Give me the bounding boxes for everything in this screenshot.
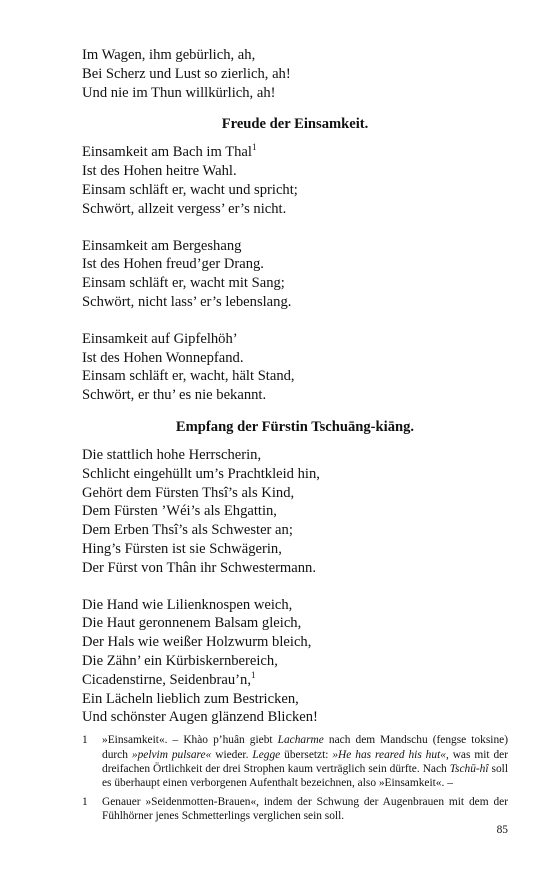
footnote-text (102, 795, 508, 824)
verse-line: Schlicht eingehüllt um’s Prachtkleid hin, (82, 465, 320, 482)
verse-line: Dem Erben Thsî’s als Schwester an; (82, 522, 293, 539)
verse-line: Ist des Hohen heitre Wahl. (82, 163, 237, 180)
verse-text: Einsamkeit am Bach im Thal (82, 144, 252, 161)
verse-line: Gehört dem Fürsten Thsî’s als Kind, (82, 484, 295, 501)
verse-line: Der Hals wie weißer Holzwurm bleich, (82, 634, 312, 651)
verse-line: Die Hand wie Lilienknospen weich, (82, 596, 293, 613)
stanza (82, 46, 508, 102)
verse-line: Dem Fürsten ’Wéi’s als Ehgattin, (82, 503, 277, 520)
footnote-text (102, 733, 508, 791)
footnote-text-run: »Einsamkeit«. – Khào p’huân giebt (102, 734, 278, 747)
verse-line: Und nie im Thun willkürlich, ah! (82, 84, 276, 101)
italic-text: Tschū-hî (449, 762, 489, 775)
poem-title: Freude der Einsamkeit. (221, 116, 369, 133)
verse-line: Im Wagen, ihm gebürlich, ah, (82, 47, 256, 63)
verse-line: Einsamkeit auf Gipfelhöh’ (82, 330, 238, 347)
footnote-text-run: soll es überhaupt einen verborgenen Aufenthalt bezeichnen, also »Einsamkeit«. – (102, 762, 508, 790)
stanza (82, 596, 508, 728)
italic-text: »pelvim pulsare« (131, 748, 212, 761)
footnote-text-run: nach dem Mandschu (fengse toksine) durch (102, 734, 508, 761)
verse-line: Schwört, nicht lass’ er’s lebenslang. (82, 293, 292, 310)
footnote-mark: 1 (251, 669, 256, 680)
footnote (82, 733, 508, 791)
verse-line: Ein Lächeln lieblich zum Bestricken, (82, 690, 299, 707)
verse-line: Die Zähn’ ein Kürbiskernbereich, (82, 652, 278, 669)
footnote-text-run: Genauer »Seidenmotten-Brauen«, indem der Schwung der Augenbrauen mit dem der Fühlhörner jenes Schmetterlings verglichen sein soll. (102, 795, 508, 823)
verse-line: Der Fürst von Thân ihr Schwestermann. (82, 559, 316, 576)
verse-line (82, 143, 508, 162)
footnote-text-run: , was mit der dreifachen Örtlichkeit der drei Strophen kaum verträglich sein dürfte. Nach (102, 748, 509, 775)
footnotes (82, 733, 508, 823)
verse-line: Einsam schläft er, wacht und spricht; (82, 181, 298, 198)
stanza (82, 143, 508, 218)
verse-line: Schwört, er thu’ es nie bekannt. (82, 387, 267, 404)
verse-line: Hing’s Fürsten ist sie Schwägerin, (82, 540, 282, 557)
footnote-number: 1 (82, 795, 88, 808)
verse-line: Die stattlich hohe Herrscherin, (82, 446, 262, 463)
footnote-number: 1 (82, 734, 88, 747)
footnote-text-run: wieder. (211, 748, 253, 761)
italic-text: »He has reared his hut« (332, 748, 446, 761)
page-body (82, 46, 508, 828)
stanza (82, 237, 508, 312)
italic-text: Legge (252, 748, 281, 761)
footnote-mark: 1 (251, 142, 257, 153)
verse-line: Ist des Hohen Wonnepfand. (82, 349, 244, 366)
verse-line: Bei Scherz und Lust so zierlich, ah! (82, 65, 291, 82)
verse-line: Einsamkeit am Bergeshang (82, 237, 242, 254)
footnote-text-run: übersetzt: (280, 748, 333, 761)
verse-line: Schwört, allzeit vergess’ er’s nicht. (82, 200, 287, 217)
stanza (82, 446, 508, 578)
page-number: 85 (496, 824, 508, 836)
verse-line (82, 671, 508, 690)
verse-line: Und schönster Augen glänzend Blicken! (82, 709, 318, 726)
italic-text: Lacharme (277, 734, 324, 747)
verse-line: Einsam schläft er, wacht mit Sang; (82, 275, 285, 292)
verse-text: Cicadenstirne, Seidenbrau’n, (82, 671, 251, 688)
verse-line: Ist des Hohen freud’ger Drang. (82, 256, 264, 273)
footnote (82, 795, 508, 824)
stanza (82, 330, 508, 405)
verse-line: Einsam schläft er, wacht, hält Stand, (82, 368, 295, 385)
poem-title: Empfang der Fürstin Tschuāng-kiāng. (175, 418, 415, 435)
verse-line: Die Haut geronnenem Balsam gleich, (82, 615, 302, 632)
